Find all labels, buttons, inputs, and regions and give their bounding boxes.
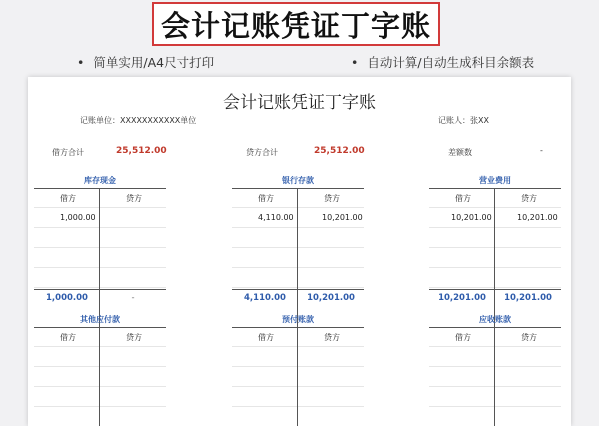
table-row [34,208,166,228]
credit-total-label: 贷方合计 [246,148,278,157]
debit-header: 借方 [258,193,274,203]
t-account-operating-expense-totals [429,289,561,306]
debit-total: 10,201.00 [438,293,486,303]
debit-header: 借方 [455,332,471,342]
credit-header: 贷方 [324,332,340,342]
bullet-icon: • [77,55,85,70]
account-name: 预付账款 [232,313,364,328]
feature-2-text: 自动计算/自动生成科目余额表 [367,55,535,70]
bullet-icon: • [351,55,359,70]
t-account-cash-totals [34,289,166,306]
t-account-other-payables [34,313,166,426]
t-account-bank-totals [232,289,364,306]
debit-cell: 1,000.00 [60,213,96,222]
debit-total-value: 25,512.00 [116,146,167,156]
credit-cell: 10,201.00 [322,213,363,222]
debit-header: 借方 [60,332,76,342]
credit-total: 10,201.00 [504,293,552,303]
table-row [429,208,561,228]
credit-total: - [131,293,135,303]
credit-cell: 10,201.00 [517,213,558,222]
t-account-receivables [429,313,561,426]
credit-total: 10,201.00 [307,293,355,303]
feature-2 [351,53,534,71]
t-account-prepayments [232,313,364,426]
account-name: 应收账款 [429,313,561,328]
ledger-sheet [28,77,571,426]
account-name: 库存现金 [34,174,166,189]
account-name: 营业费用 [429,174,561,189]
debit-cell: 10,201.00 [451,213,492,222]
credit-header: 贷方 [126,193,142,203]
table-row [232,208,364,228]
credit-header: 贷方 [324,193,340,203]
credit-header: 贷方 [521,193,537,203]
debit-header: 借方 [258,332,274,342]
account-name: 其他应付款 [34,313,166,328]
account-name: 银行存款 [232,174,364,189]
credit-total-value: 25,512.00 [314,146,365,156]
feature-1-text: 简单实用/A4尺寸打印 [93,55,215,70]
credit-header: 贷方 [521,332,537,342]
debit-header: 借方 [60,193,76,203]
debit-cell: 4,110.00 [258,213,294,222]
unit-label: 记账单位：XXXXXXXXXXX单位 [80,116,197,125]
credit-header: 贷方 [126,332,142,342]
debit-total: 4,110.00 [244,293,286,303]
bookkeeper-label: 记账人：张XX [438,116,489,125]
difference-label: 差额数 [448,148,472,157]
debit-header: 借方 [455,193,471,203]
sheet-title: 会计记账凭证丁字账 [223,93,376,113]
debit-total: 1,000.00 [46,293,88,303]
difference-value: - [540,146,543,155]
main-title: 会计记账凭证丁字账 [152,2,440,46]
debit-total-label: 借方合计 [52,148,84,157]
feature-1 [77,53,214,71]
